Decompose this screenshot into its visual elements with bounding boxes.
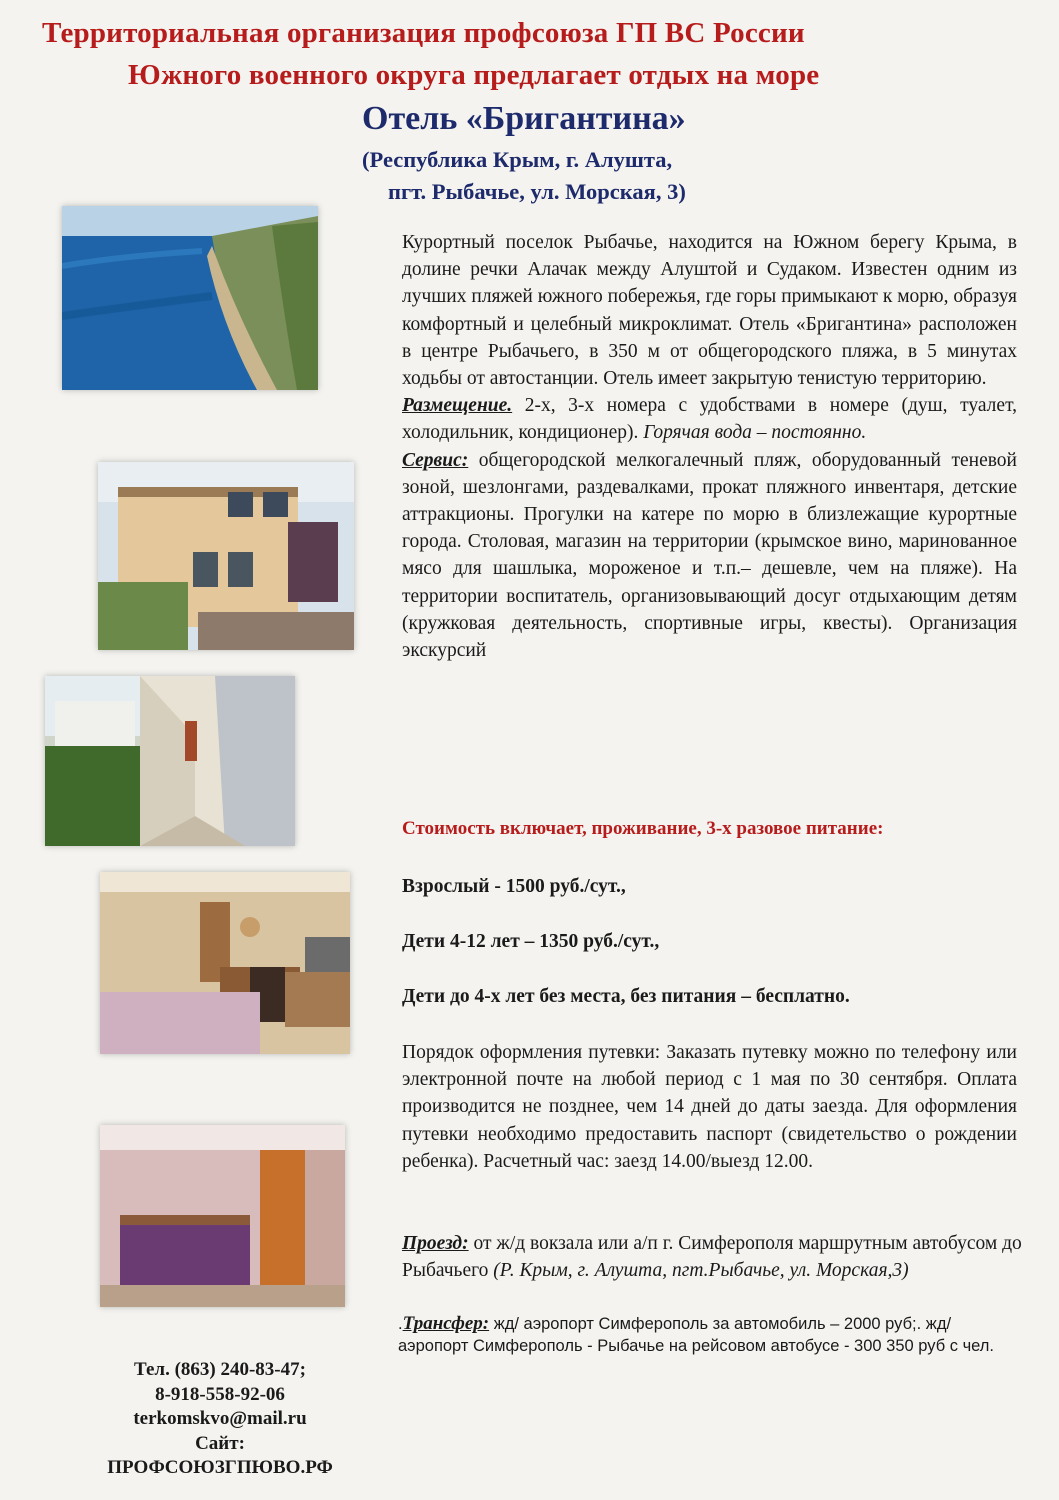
accommodation-label: Размещение.: [402, 395, 513, 417]
phone-1[interactable]: Тел. (863) 240-83-47;: [134, 1359, 306, 1380]
booking-paragraph: Порядок оформления путевки: Заказать путевку можно по телефону или электронной почте на любой период с 1 мая по 30 сентября. Оплата производится не позднее, чем 14 дней до даты заезда. Для оформления путевки необходимо предоставить паспорт (свидетельство о рождении ребенка). Расчетный час: заезд 14.00/выезд 12.00.: [402, 1042, 1017, 1172]
phone-2[interactable]: 8-918-558-92-06: [155, 1383, 285, 1405]
bedroom-photo-icon: [100, 1125, 345, 1307]
cost-includes-note: Стоимость включает, проживание, 3-х разовое питание:: [402, 818, 884, 839]
transfer-block: [398, 1313, 1018, 1357]
transfer-text: жд/ аэропорт Симферополь за автомобиль – 2000 руб;. жд/ аэропорт Симферополь - Рыбачье на рейсовом автобусе - 300 350 руб с чел.: [398, 1315, 995, 1355]
service-label: Сервис:: [402, 449, 469, 471]
coast-photo-icon: [62, 206, 318, 390]
travel-block: [402, 1230, 1022, 1284]
address-line-1: (Республика Крым, г. Алушта,: [362, 147, 673, 172]
hotel-building-photo-icon: [98, 462, 354, 650]
accommodation-text: 2-х, 3-х номера с удобствами в номере (душ, туалет, холодильник, кондиционер).: [402, 395, 1017, 444]
transfer-label: Трансфер:: [402, 1313, 490, 1334]
price-infants: Дети до 4-х лет без места, без питания – бесплатно.: [402, 986, 850, 1007]
service-paragraph: [402, 447, 1017, 665]
travel-paragraph: [402, 1230, 1022, 1284]
booking-block: [402, 1039, 1017, 1175]
travel-label: Проезд:: [402, 1233, 469, 1254]
description-block: [402, 229, 1017, 664]
service-text: общегородской мелкогалечный пляж, оборудованный теневой зоной, шезлонгами, раздевалками, прокат пляжного инвентаря, детские аттракционы. Прогулки на катере по морю в близлежащие курортные города. Столовая, магазин на территории (крымское вино, маринованное мясо для шашлыка, мороженое и т.п.– дешевле, чем на пляже). На территории воспитатель, организовывающий досуг отдыхающим детям (кружковая деятельность, спортивные игры, квесты). Организация экскурсий: [402, 449, 1017, 662]
accommodation-hot-water: Горячая вода – постоянно.: [643, 422, 867, 444]
price-adult: Взрослый - 1500 руб./сут.,: [402, 876, 626, 897]
title-line-2: Южного военного округа предлагает отдых на море: [128, 59, 820, 91]
site-label: Сайт:: [195, 1432, 245, 1454]
contacts-block: [70, 1358, 370, 1481]
travel-address: (Р. Крым, г. Алушта, пгт.Рыбачье, ул. Морская,3): [493, 1260, 909, 1282]
transfer-prefix: .: [398, 1315, 403, 1333]
intro-paragraph: Курортный поселок Рыбачье, находится на Южном берегу Крыма, в долине речки Алачак между Алуштой и Судаком. Известен одним из лучших пляжей южного побережья, где горы примыкают к морю, образуя комфортный и целебный микроклимат. Отель «Бригантина» расположен в центре Рыбачьего, в 350 м от общегородского пляжа, в 5 минутах ходьбы от автостанции. Отель имеет закрытую тенистую территорию.: [402, 232, 1017, 390]
price-children: Дети 4-12 лет – 1350 руб./сут.,: [402, 931, 660, 952]
title-line-1: Территориальная организация профсоюза ГП ВС России: [42, 17, 805, 49]
email-link[interactable]: terkomskvo@mail.ru: [133, 1408, 307, 1429]
site-link[interactable]: ПРОФСОЮЗГПЮВО.РФ: [107, 1457, 333, 1478]
address-line-2: пгт. Рыбачье, ул. Морская, 3): [388, 179, 686, 204]
courtyard-photo-icon: [45, 676, 295, 846]
hotel-title: Отель «Бригантина»: [362, 100, 686, 137]
travel-text: от ж/д вокзала или а/п г. Симферополя маршрутным автобусом до Рыбачьего: [402, 1233, 1022, 1282]
accommodation-paragraph: [402, 392, 1017, 446]
room-photo-icon: [100, 872, 350, 1054]
